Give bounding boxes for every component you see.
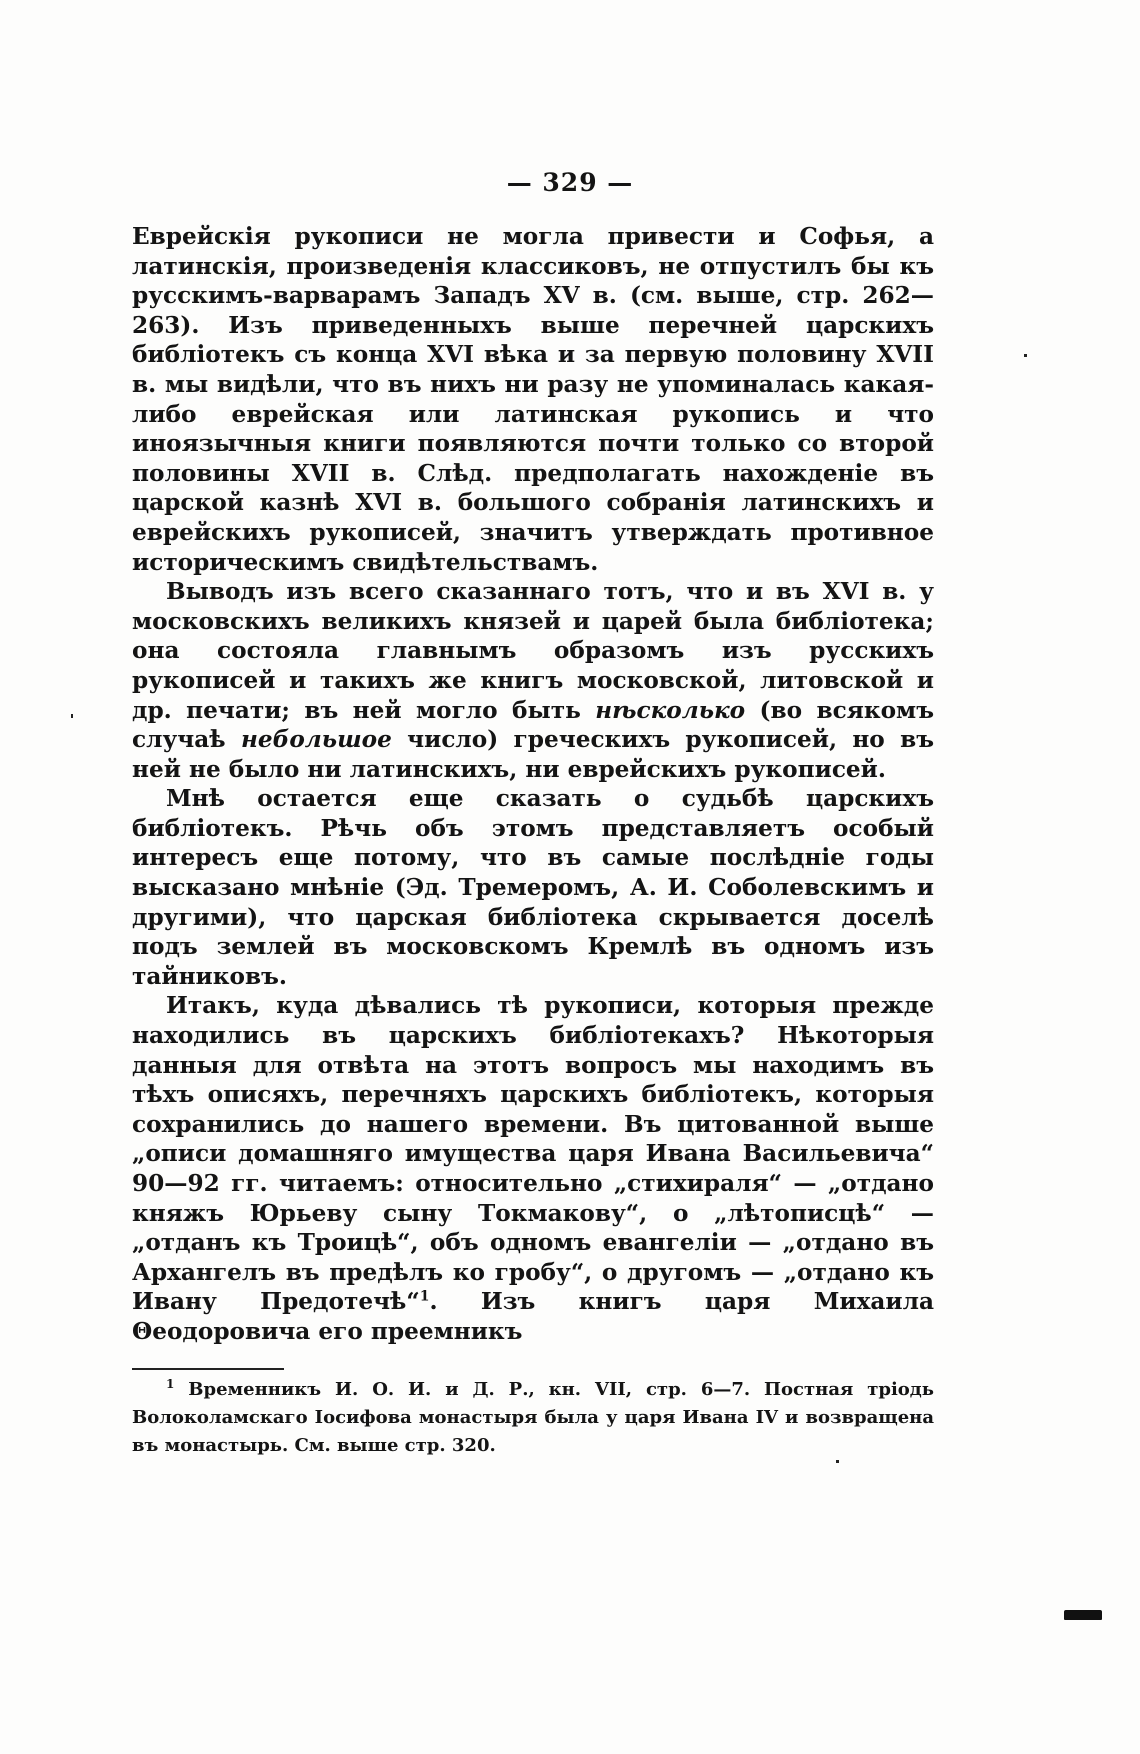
margin-speck xyxy=(71,714,73,718)
paragraph-1: Еврейскія рукописи не могла привести и Софья, а латинскія, произведенія классиковъ, не отпустилъ бы къ русскимъ-варварамъ Западъ XV в. (см. выше, стр. 262—263). Изъ приведенныхъ выше перечней царскихъ библіотекъ съ конца XVI вѣка и за первую половину XVII в. мы видѣли, что въ нихъ ни разу не упоминалась какая-либо еврейская или латинская рукопись и что иноязычныя книги появляются почти только со второй половины XVII в. Слѣд. предполагать нахожденіе въ царской казнѣ XVI в. большого собранія латинскихъ и еврейскихъ рукописей, значитъ утверждать противное историческимъ свидѣтельствамъ. xyxy=(132,223,934,576)
margin-speck xyxy=(1024,354,1027,357)
footnote xyxy=(132,1376,934,1460)
paragraph-2 xyxy=(132,577,934,784)
footnote-divider xyxy=(132,1368,284,1370)
page-number: — 329 — xyxy=(506,168,634,197)
emphasis-nebolshoe: небольшое xyxy=(240,726,392,754)
emphasis-neskolko: нѣсколько xyxy=(595,696,746,724)
paragraph-4-text-b: . Изъ книгъ царя Михаила Θеодоровича его преемникъ xyxy=(132,1288,934,1345)
footnote-reference[interactable]: 1 xyxy=(419,1288,430,1305)
paragraph-3: Мнѣ остается еще сказать о судьбѣ царскихъ библіотекъ. Рѣчь объ этомъ представляетъ особый интересъ еще потому, что въ самые послѣдніе годы высказано мнѣніе (Эд. Тремеромъ, А. И. Соболевскимъ и другими), что царская библіотека скрывается доселѣ подъ землей въ московскомъ Кремлѣ въ одномъ изъ тайниковъ. xyxy=(132,785,934,990)
paragraph-4 xyxy=(132,991,934,1346)
ink-smudge xyxy=(1064,1610,1102,1620)
footnote-text: Временникъ И. О. И. и Д. Р., кн. VII, стр. 6—7. Постная тріодь Волоколамскаго Іосифова монастыря была у царя Ивана IV и возвращена въ монастырь. См. выше стр. 320. xyxy=(132,1379,934,1456)
paragraph-2-text-b: (во всякомъ случаѣ xyxy=(132,696,934,754)
paragraph-2-text-c: число) греческихъ рукописей, но въ ней не было ни латинскихъ, ни еврейскихъ рукописей. xyxy=(132,726,934,783)
main-text xyxy=(132,222,934,1347)
paragraph-2-text-a: Выводъ изъ всего сказаннаго тотъ, что и въ XVI в. у московскихъ великихъ князей и царей была библіотека; она состояла главнымъ образомъ изъ русскихъ рукописей и такихъ же книгъ московской, литовской и др. печати; въ ней могло быть xyxy=(132,578,934,724)
footnote-mark: 1 xyxy=(166,1377,175,1391)
margin-speck xyxy=(836,1460,839,1463)
paragraph-4-text-a: Итакъ, куда дѣвались тѣ рукописи, которыя прежде находились въ царскихъ библіотекахъ? Нѣкоторыя данныя для отвѣта на этотъ вопросъ мы находимъ въ тѣхъ описяхъ, перечняхъ царскихъ библіотекъ, которыя сохранились до нашего времени. Въ цитованной выше „описи домашняго имущества царя Ивана Васильевича“ 90—92 гг. читаемъ: относительно „стихираля“ — „отдано княжъ Юрьеву сыну Токмакову“, о „лѣтописцѣ“ — „отданъ къ Троицѣ“, объ одномъ евангеліи — „отдано въ Архангелъ въ предѣлъ ко гробу“, о другомъ — „отдано къ Ивану Предотечѣ“ xyxy=(132,992,934,1316)
